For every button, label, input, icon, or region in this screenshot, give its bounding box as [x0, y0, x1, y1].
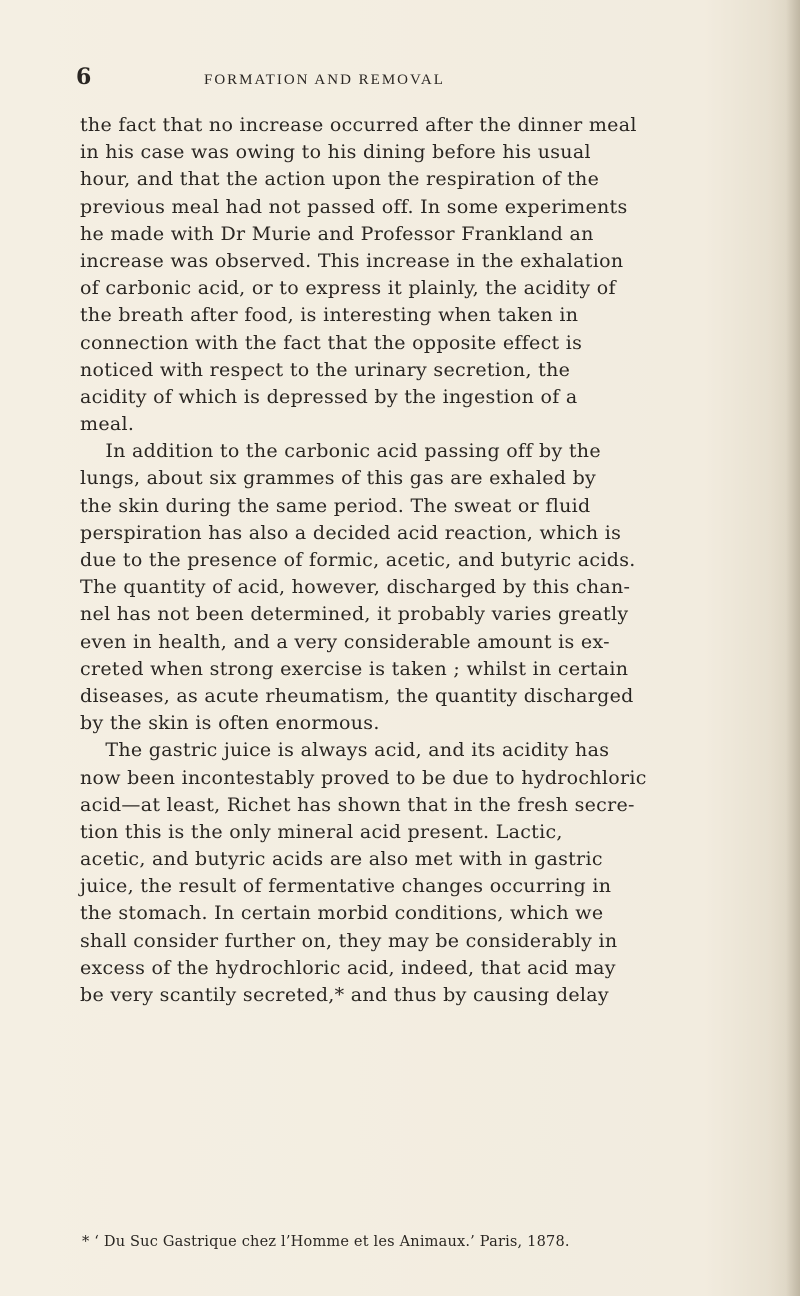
text-line: increase was observed. This increase in the exhalation [80, 249, 624, 272]
text-line: he made with Dr Murie and Professor Frankland an [80, 222, 594, 245]
text-line: previous meal had not passed off. In some experiments [80, 195, 628, 218]
text-line: nel has not been determined, it probably varies greatly [80, 603, 629, 626]
page-edge-shadow [786, 0, 800, 1296]
text-line: connection with the fact that the opposite effect is [80, 331, 583, 354]
text-line: acidity of which is depressed by the ingestion of a [80, 385, 578, 408]
text-line: the stomach. In certain morbid conditions, which we [80, 902, 604, 925]
text-line: juice, the result of fermentative changes occurring in [80, 875, 612, 898]
page-number: 6 [76, 64, 92, 90]
text-line: The gastric juice is always acid, and its acidity has [80, 739, 610, 762]
text-line: hour, and that the action upon the respiration of the [80, 168, 600, 191]
running-head: FORMATION AND REMOVAL [204, 72, 445, 88]
text-line: by the skin is often enormous. [80, 712, 380, 735]
text-line: the breath after food, is interesting when taken in [80, 304, 579, 327]
text-line: of carbonic acid, or to express it plainly, the acidity of [80, 277, 616, 300]
text-line: acetic, and butyric acids are also met with in gastric [80, 848, 603, 871]
text-line: acid—at least, Richet has shown that in the fresh secre- [80, 793, 635, 816]
page-header [76, 64, 696, 94]
text-line: in his case was owing to his dining before his usual [80, 141, 591, 164]
text-line: shall consider further on, they may be considerably in [80, 929, 618, 952]
text-line: diseases, as acute rheumatism, the quantity discharged [80, 684, 634, 707]
text-line: lungs, about six grammes of this gas are exhaled by [80, 467, 597, 490]
text-line: In addition to the carbonic acid passing off by the [80, 440, 601, 463]
text-line: perspiration has also a decided acid reaction, which is [80, 521, 622, 544]
text-line: tion this is the only mineral acid present. Lactic, [80, 820, 563, 843]
text-line: creted when strong exercise is taken ; whilst in certain [80, 657, 629, 680]
text-line: the skin during the same period. The sweat or fluid [80, 494, 591, 517]
text-line: the fact that no increase occurred after the dinner meal [80, 114, 637, 136]
text-line: even in health, and a very considerable amount is ex- [80, 630, 610, 653]
footnote: * ‘ Du Suc Gastrique chez l’Homme et les Animaux.’ Paris, 1878. [82, 1234, 570, 1250]
text-line: The quantity of acid, however, discharged by this chan- [80, 576, 631, 599]
body-text [80, 112, 720, 1009]
text-line: noticed with respect to the urinary secretion, the [80, 358, 571, 381]
text-line: now been incontestably proved to be due to hydrochloric [80, 766, 647, 789]
text-line: due to the presence of formic, acetic, and butyric acids. [80, 549, 636, 571]
text-line: be very scantily secreted,* and thus by causing delay [80, 984, 609, 1006]
text-line: excess of the hydrochloric acid, indeed, that acid may [80, 956, 616, 979]
text-line: meal. [80, 413, 135, 436]
